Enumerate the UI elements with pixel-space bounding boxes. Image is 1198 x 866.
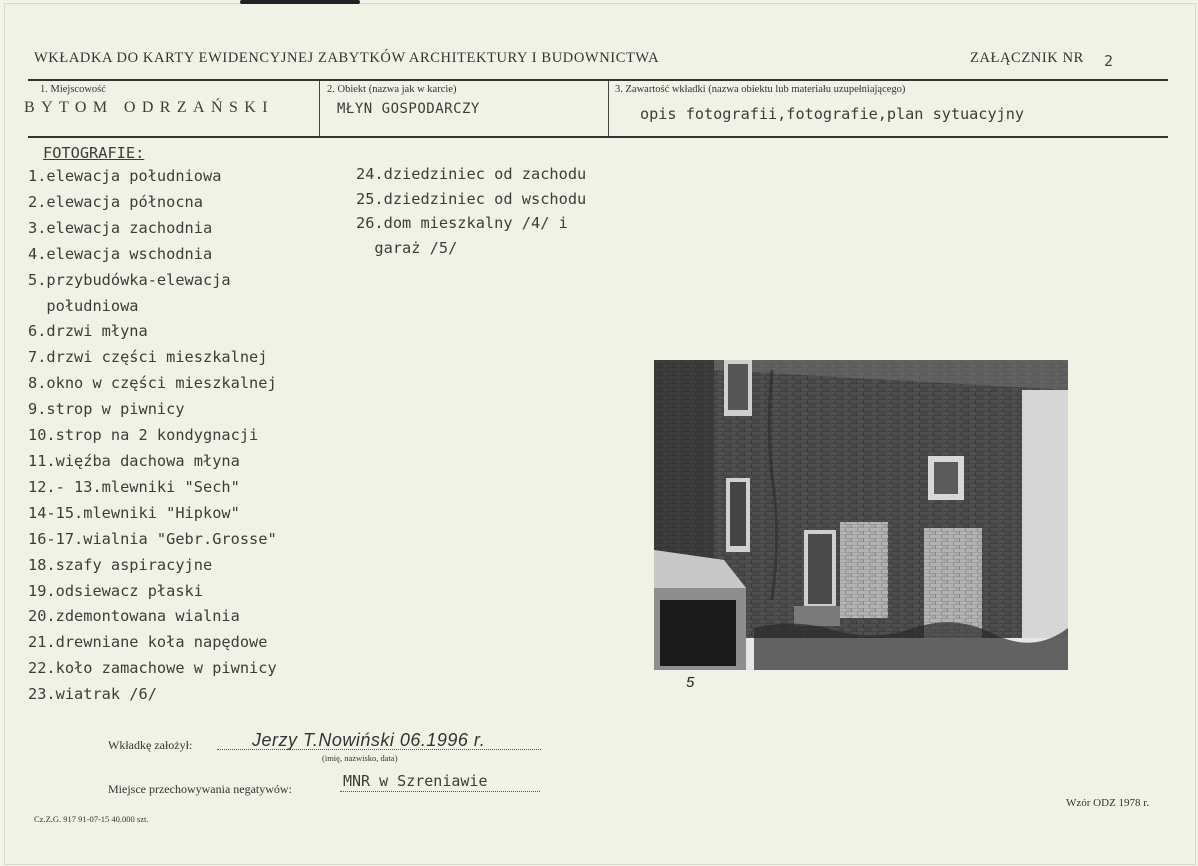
list-item: 12.- 13.mlewniki "Sech" — [28, 477, 240, 496]
list-item: 26.dom mieszkalny /4/ i — [356, 214, 568, 232]
created-by-label: Wkładkę założył: — [108, 738, 193, 752]
created-by-value: Jerzy T.Nowiński 06.1996 r. — [252, 730, 486, 750]
list-item: 22.koło zamachowe w piwnicy — [28, 659, 277, 678]
form-title: WKŁADKA DO KARTY EWIDENCYJNEJ ZABYTKÓW ARCHITEKTURY I BUDOWNICTWA — [34, 50, 660, 66]
contents-label: 3. Zawartość wkładki (nazwa obiektu lub materiału uzupełniającego) — [615, 84, 906, 95]
photos-heading: FOTOGRAFIE: — [43, 144, 145, 162]
list-item: 7.drzwi części mieszkalnej — [28, 348, 268, 367]
list-item: 2.elewacja północna — [28, 192, 203, 211]
contents-value: opis fotografii,fotografie,plan sytuacyjny — [640, 105, 1025, 123]
negatives-line — [340, 791, 540, 792]
list-item: 5.przybudówka-elewacja — [28, 270, 231, 289]
photo-list-left — [28, 164, 277, 708]
list-item: 16-17.wialnia "Gebr.Grosse" — [28, 529, 277, 548]
annex-label: ZAŁĄCZNIK NR — [970, 50, 1084, 66]
list-item: 6.drzwi młyna — [28, 322, 148, 341]
building-photo — [654, 360, 1068, 670]
photo-caption: 5 — [686, 674, 695, 691]
object-label: 2. Obiekt (nazwa jak w karcie) — [327, 84, 457, 95]
object-value: MŁYN GOSPODARCZY — [337, 101, 480, 117]
list-item: 4.elewacja wschodnia — [28, 244, 213, 263]
list-item: 9.strop w piwnicy — [28, 400, 185, 419]
place-value: BYTOM ODRZAŃSKI — [24, 99, 274, 116]
field-divider-1 — [319, 81, 320, 136]
header-rule-bottom — [28, 136, 1168, 138]
created-by-hint: (imię, nazwisko, data) — [322, 753, 398, 763]
template-label: Wzór ODZ 1978 r. — [1066, 797, 1150, 809]
photo-list-right — [356, 162, 586, 260]
list-item: 20.zdemontowana wialnia — [28, 607, 240, 626]
list-item: 18.szafy aspiracyjne — [28, 555, 213, 574]
scan-mark — [240, 0, 360, 4]
list-item: 23.wiatrak /6/ — [28, 685, 157, 704]
negatives-label: Miejsce przechowywania negatywów: — [108, 782, 292, 796]
list-item: 24.dziedziniec od zachodu — [356, 165, 587, 183]
list-item: 1.elewacja południowa — [28, 167, 222, 185]
list-item: 19.odsiewacz płaski — [28, 581, 203, 600]
list-item: 3.elewacja zachodnia — [28, 218, 213, 237]
list-item: 8.okno w części mieszkalnej — [28, 374, 277, 393]
list-item: 21.drewniane koła napędowe — [28, 633, 268, 652]
list-item: 25.dziedziniec od wschodu — [356, 189, 587, 208]
negatives-value: MNR w Szreniawie — [343, 772, 488, 790]
header-rule-top — [28, 79, 1168, 81]
annex-number: 2 — [1104, 52, 1114, 70]
list-item: garaż /5/ — [356, 238, 458, 257]
list-item: 14-15.mlewniki "Hipkow" — [28, 503, 240, 522]
list-item: 11.więźba dachowa młyna — [28, 451, 240, 470]
print-code: Cz.Z.G. 917 91-07-15 40.000 szt. — [34, 814, 149, 824]
list-item: 10.strop na 2 kondygnacji — [28, 426, 259, 445]
list-item: południowa — [28, 296, 139, 315]
place-label: 1. Miejscowość — [40, 84, 106, 95]
field-divider-2 — [608, 81, 609, 136]
